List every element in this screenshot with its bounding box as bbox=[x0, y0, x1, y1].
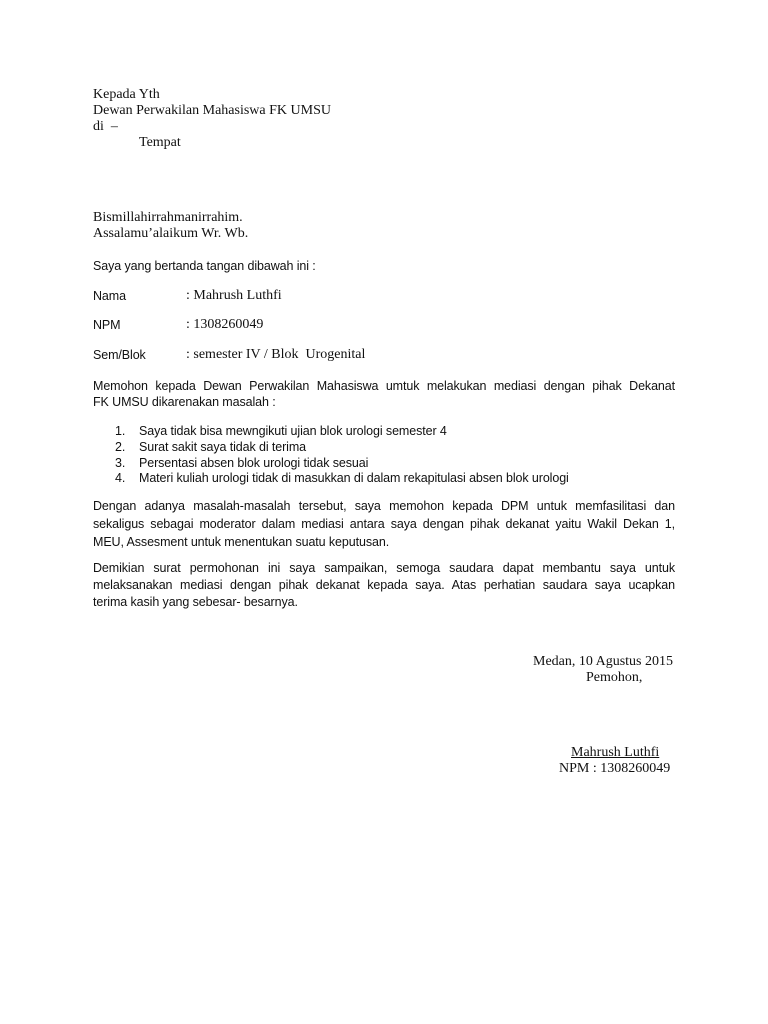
request-line-2: FK UMSU dikarenakan masalah : bbox=[93, 395, 276, 409]
list-item-number: 1. bbox=[115, 424, 126, 438]
address-line-1: Kepada Yth bbox=[93, 87, 160, 102]
field-label-nama: Nama bbox=[93, 289, 126, 303]
address-line-3: di – bbox=[93, 119, 118, 134]
paragraph2-line-3: MEU, Assesment untuk menentukan suatu keputusan. bbox=[93, 535, 390, 549]
field-value-semblok: : semester IV / Blok Urogenital bbox=[186, 347, 366, 362]
list-item-number: 4. bbox=[115, 471, 126, 485]
address-line-2: Dewan Perwakilan Mahasiswa FK UMSU bbox=[93, 103, 331, 118]
list-item-text: Materi kuliah urologi tidak di masukkan di dalam rekapitulasi absen blok urologi bbox=[139, 471, 569, 485]
field-value-npm: : 1308260049 bbox=[186, 317, 264, 332]
paragraph2-line-1: Dengan adanya masalah-masalah tersebut, saya memohon kepada DPM untuk memfasilitasi dan bbox=[93, 499, 675, 513]
list-item-text: Surat sakit saya tidak di terima bbox=[139, 440, 307, 454]
salam-line: Assalamu’alaikum Wr. Wb. bbox=[93, 226, 249, 241]
field-value-nama: : Mahrush Luthfi bbox=[186, 288, 282, 303]
list-item-number: 3. bbox=[115, 456, 126, 470]
request-line-1: Memohon kepada Dewan Perwakilan Mahasiswa umtuk melakukan mediasi dengan pihak Dekanat bbox=[93, 379, 675, 393]
signer-name: Mahrush Luthfi bbox=[571, 745, 660, 760]
signer-npm: NPM : 1308260049 bbox=[559, 761, 671, 776]
field-label-npm: NPM bbox=[93, 318, 121, 332]
pemohon-label: Pemohon, bbox=[586, 670, 643, 685]
list-item-number: 2. bbox=[115, 440, 126, 454]
paragraph3-line-2: melaksanakan mediasi dengan pihak dekanat kepada saya. Atas perhatian saudara saya ucapkan bbox=[93, 578, 675, 592]
list-item-text: Persentasi absen blok urologi tidak sesuai bbox=[139, 456, 369, 470]
paragraph3-line-3: terima kasih yang sebesar- besarnya. bbox=[93, 595, 298, 609]
bismillah-line: Bismillahirrahmanirrahim. bbox=[93, 210, 243, 225]
list-item-text: Saya tidak bisa mewngikuti ujian blok urologi semester 4 bbox=[139, 424, 447, 438]
intro-line: Saya yang bertanda tangan dibawah ini : bbox=[93, 259, 316, 273]
address-line-4: Tempat bbox=[139, 135, 181, 150]
place-date: Medan, 10 Agustus 2015 bbox=[533, 654, 673, 669]
paragraph3-line-1: Demikian surat permohonan ini saya sampaikan, semoga saudara dapat membantu saya untuk bbox=[93, 561, 675, 575]
paragraph2-line-2: sekaligus sebagai moderator dalam mediasi antara saya dengan pihak dekanat yaitu Wakil Dekan 1, bbox=[93, 517, 675, 531]
field-label-semblok: Sem/Blok bbox=[93, 348, 146, 362]
